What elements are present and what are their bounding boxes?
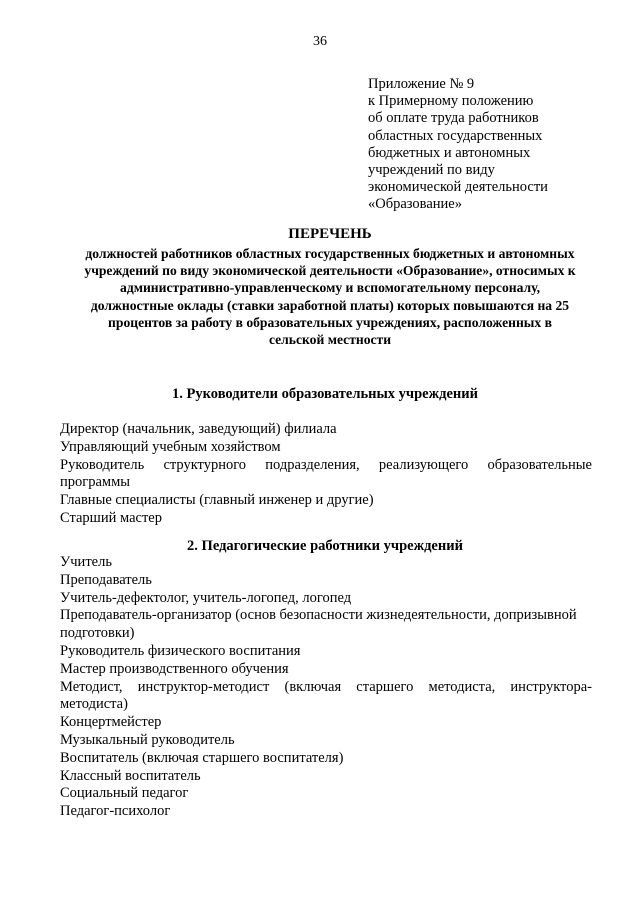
word: Руководитель xyxy=(60,456,145,473)
list-item-line xyxy=(60,679,592,697)
list-item: Учитель-дефектолог, учитель-логопед, логопед xyxy=(60,589,352,606)
list-item-line: программы xyxy=(60,474,130,491)
title-sub-line: сельской местности xyxy=(268,332,392,348)
word: структурного xyxy=(163,456,247,473)
word: методиста, xyxy=(428,678,496,695)
list-item xyxy=(60,457,592,493)
appendix-line: учреждений по виду xyxy=(368,162,495,179)
list-item: Воспитатель (включая старшего воспитателя) xyxy=(60,749,344,766)
appendix-note xyxy=(368,76,618,214)
list-item: Главные специалисты (главный инженер и другие) xyxy=(60,492,374,509)
word: старшего xyxy=(356,678,414,695)
list-item: Старший мастер xyxy=(60,509,162,526)
page-number: 36 xyxy=(313,34,327,49)
title-sub-line: учреждений по виду экономической деятельности «Образование», относимых к xyxy=(84,263,576,279)
list-item: Социальный педагог xyxy=(60,785,189,802)
list-item: Преподаватель xyxy=(60,571,152,588)
appendix-line: бюджетных и автономных xyxy=(368,144,531,161)
word: инструктора- xyxy=(510,678,592,695)
title-sub-line: должностей работников областных государственных бюджетных и автономных xyxy=(85,246,575,261)
appendix-line: «Образование» xyxy=(368,196,462,213)
list-item: Директор (начальник, заведующий) филиала xyxy=(60,421,337,437)
list-item: Учитель xyxy=(60,554,112,570)
title-sub-line: административно-управленческому и вспомогательному персоналу, xyxy=(120,280,540,296)
title-sub-line: процентов за работу в образовательных учреждениях, расположенных в xyxy=(108,314,552,330)
appendix-line: областных государственных xyxy=(368,127,543,144)
list-item-line: подготовки) xyxy=(60,625,135,642)
list-item: Педагог-психолог xyxy=(60,803,171,820)
word: образовательные xyxy=(487,456,592,473)
list-item: Концертмейстер xyxy=(60,714,162,731)
word: реализующего xyxy=(378,456,469,473)
section-1-list xyxy=(60,421,592,528)
word: инструктор-методист xyxy=(137,678,270,695)
title-main: ПЕРЕЧЕНЬ xyxy=(288,226,372,242)
list-item: Управляющий учебным хозяйством xyxy=(60,438,281,455)
section-1-heading: 1. Руководители образовательных учреждений xyxy=(172,386,478,402)
word: подразделения, xyxy=(265,456,360,473)
list-item xyxy=(60,679,592,715)
section-2-list xyxy=(60,554,592,821)
document-title xyxy=(40,225,620,348)
list-item: Руководитель физического воспитания xyxy=(60,642,301,659)
title-sub-line: должностные оклады (ставки заработной платы) которых повышаются на 25 xyxy=(90,297,570,313)
appendix-line: к Примерному положению xyxy=(368,93,534,110)
appendix-line: об оплате труда работников xyxy=(368,110,539,127)
list-item: Классный воспитатель xyxy=(60,767,201,784)
word: Методист, xyxy=(60,678,123,695)
appendix-line: Приложение № 9 xyxy=(368,76,475,92)
list-item: Мастер производственного обучения xyxy=(60,660,289,677)
title-subtitle xyxy=(40,245,620,348)
list-item xyxy=(60,607,592,643)
list-item-line xyxy=(60,457,592,475)
list-item-line: Преподаватель-организатор (основ безопасности жизнедеятельности, допризывной xyxy=(60,607,577,624)
list-item: Музыкальный руководитель xyxy=(60,731,235,748)
list-item-line: методиста) xyxy=(60,696,128,713)
word: (включая xyxy=(284,678,342,695)
appendix-line: экономической деятельности xyxy=(368,179,548,196)
section-2-heading: 2. Педагогические работники учреждений xyxy=(187,538,463,554)
